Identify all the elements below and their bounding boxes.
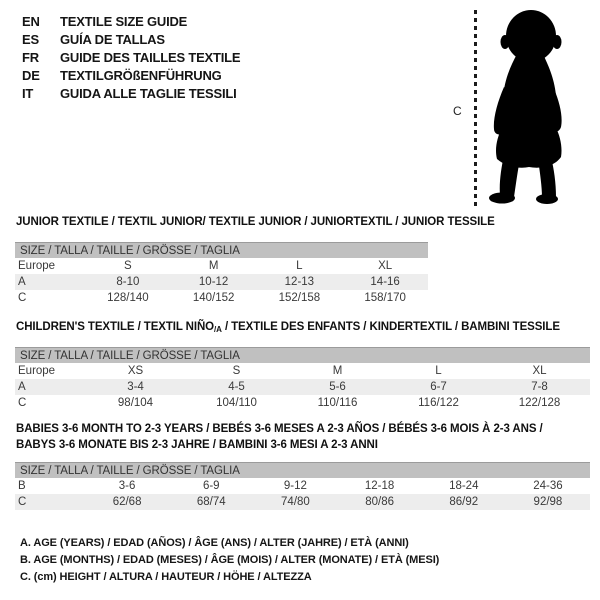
- children-size-table: [15, 347, 590, 411]
- table-row: [15, 274, 428, 290]
- title-text: / TEXTILE DES ENFANTS / KINDERTEXTIL / BAMBINI TESSILE: [221, 321, 560, 333]
- table-cell: 4-5: [228, 381, 245, 393]
- title-subscript: /A: [214, 325, 222, 334]
- row-label: C: [18, 292, 27, 304]
- table-cell: 62/68: [112, 496, 142, 508]
- lang-row-fr: [22, 49, 240, 67]
- table-cell: 74/80: [281, 496, 310, 508]
- table-cell: M: [208, 260, 219, 272]
- table-cell: 98/104: [117, 397, 154, 409]
- lang-label: GUIDE DES TAILLES TEXTILE: [60, 50, 241, 65]
- table-cell: 10-12: [198, 276, 229, 288]
- table-cell: M: [332, 365, 343, 377]
- table-cell: S: [232, 365, 241, 377]
- table-cell: 9-12: [283, 480, 307, 492]
- row-label: A: [18, 276, 26, 288]
- table-row: [15, 363, 590, 379]
- babies-title-line2: BABYS 3-6 MONATE BIS 2-3 JAHRE / BAMBINI 3-6 MESI A 2-3 ANNI: [16, 439, 378, 451]
- lang-row-it: [22, 85, 240, 103]
- table-cell: 140/152: [192, 292, 235, 304]
- table-row: [15, 290, 428, 306]
- table-cell: 80/86: [365, 496, 394, 508]
- table-cell: 7-8: [531, 381, 548, 393]
- junior-section-title: JUNIOR TEXTILE / TEXTIL JUNIOR/ TEXTILE JUNIOR / JUNIORTEXTIL / JUNIOR TESSILE: [16, 216, 495, 228]
- children-section-title: [16, 321, 560, 334]
- table-cell: 86/92: [449, 496, 479, 508]
- table-cell: 6-9: [202, 480, 220, 492]
- lang-row-en: [22, 13, 240, 31]
- table-cell: 152/158: [278, 292, 321, 304]
- note-age-years: A. AGE (YEARS) / EDAD (AÑOS) / ÂGE (ANS) / ALTER (JAHRE) / ETÀ (ANNI): [20, 537, 409, 549]
- table-cell: 68/74: [196, 496, 226, 508]
- table-cell: 24-36: [533, 480, 563, 492]
- height-dashed-line: [474, 10, 477, 208]
- table-cell: 110/116: [317, 397, 358, 409]
- table-cell: 104/110: [216, 397, 257, 409]
- table-cell: 92/98: [533, 496, 563, 508]
- row-label: Europe: [18, 365, 56, 377]
- babies-section-title: [16, 421, 543, 453]
- table-row: [15, 258, 428, 274]
- lang-label: GUÍA DE TALLAS: [60, 32, 165, 47]
- row-label: Europe: [18, 260, 56, 272]
- lang-code: FR: [22, 50, 39, 65]
- table-cell: 5-6: [329, 381, 346, 393]
- table-cell: 12-18: [364, 480, 395, 492]
- babies-title-line1: BABIES 3-6 MONTH TO 2-3 YEARS / BEBÉS 3-6 MESES A 2-3 AÑOS / BÉBÉS 3-6 MOIS À 2-3 ANS /: [16, 423, 543, 435]
- lang-label: TEXTILGRÖßENFÜHRUNG: [60, 68, 222, 83]
- lang-code: IT: [22, 86, 34, 101]
- table-cell: S: [124, 260, 132, 272]
- lang-code: EN: [22, 14, 40, 29]
- footnotes: [20, 535, 439, 586]
- junior-size-table: [15, 242, 428, 306]
- table-cell: 122/128: [518, 397, 561, 409]
- table-cell: 12-13: [284, 276, 315, 288]
- lang-label: TEXTILE SIZE GUIDE: [60, 14, 188, 29]
- toddler-silhouette-icon: [484, 9, 574, 209]
- table-cell: 128/140: [107, 292, 149, 304]
- table-cell: XS: [127, 365, 144, 377]
- table-cell: XL: [378, 260, 393, 272]
- row-label: A: [18, 381, 26, 393]
- title-text: CHILDREN'S TEXTILE / TEXTIL NIÑO: [16, 321, 215, 333]
- table-cell: 6-7: [430, 381, 447, 393]
- table-cell: L: [296, 260, 303, 272]
- size-header-band: SIZE / TALLA / TAILLE / GRÖSSE / TAGLIA: [15, 242, 428, 258]
- height-measure-label: C: [453, 104, 462, 118]
- table-cell: L: [435, 365, 442, 377]
- table-row: [15, 478, 590, 494]
- table-cell: XL: [532, 365, 547, 377]
- table-cell: 158/170: [364, 292, 406, 304]
- table-row: [15, 494, 590, 510]
- lang-code: ES: [22, 32, 39, 47]
- table-cell: 3-4: [127, 381, 144, 393]
- row-label: B: [18, 480, 26, 492]
- table-cell: 14-16: [370, 276, 400, 288]
- table-row: [15, 395, 590, 411]
- row-label: C: [18, 397, 27, 409]
- lang-row-es: [22, 31, 240, 49]
- table-cell: 116/122: [418, 397, 459, 409]
- table-row: [15, 379, 590, 395]
- table-cell: 8-10: [116, 276, 140, 288]
- note-age-months: B. AGE (MONTHS) / EDAD (MESES) / ÂGE (MOIS) / ALTER (MONATE) / ETÀ (MESI): [20, 554, 440, 566]
- note-height-cm: C. (cm) HEIGHT / ALTURA / HAUTEUR / HÖHE / ALTEZZA: [20, 571, 312, 583]
- lang-code: DE: [22, 68, 40, 83]
- size-header-band: SIZE / TALLA / TAILLE / GRÖSSE / TAGLIA: [15, 462, 590, 478]
- table-cell: 3-6: [118, 480, 136, 492]
- table-cell: 18-24: [449, 480, 479, 492]
- language-list: [22, 13, 240, 103]
- babies-size-table: [15, 462, 590, 510]
- row-label: C: [18, 496, 27, 508]
- lang-label: GUIDA ALLE TAGLIE TESSILI: [60, 86, 237, 101]
- size-header-band: SIZE / TALLA / TAILLE / GRÖSSE / TAGLIA: [15, 347, 590, 363]
- lang-row-de: [22, 67, 240, 85]
